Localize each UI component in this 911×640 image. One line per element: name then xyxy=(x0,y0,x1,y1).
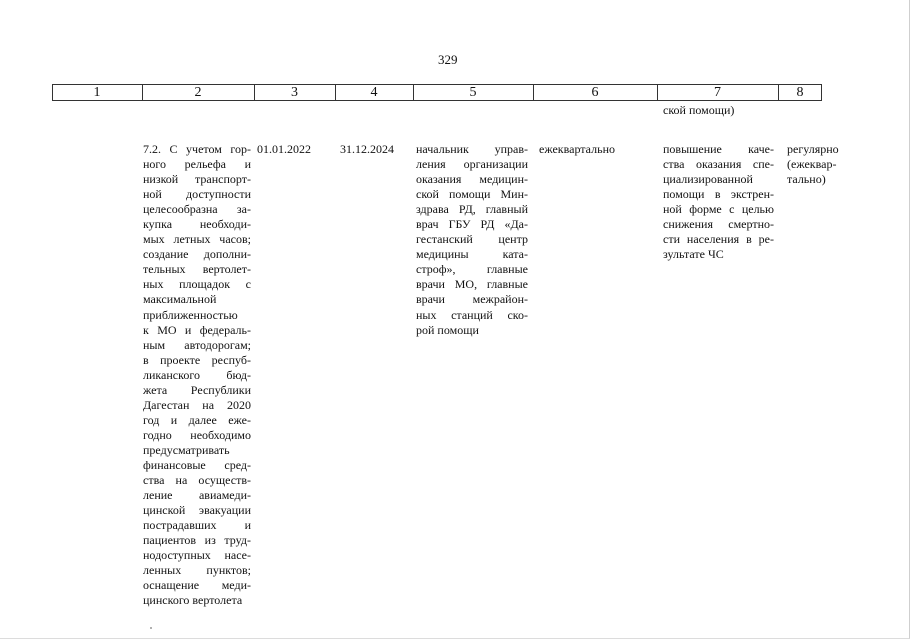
header-col-5: 5 xyxy=(469,85,477,100)
page-number: 329 xyxy=(438,52,458,67)
col5-line: врач ГБУ РД «Да- xyxy=(416,217,528,232)
header-col-6: 6 xyxy=(591,85,599,100)
header-col-1: 1 xyxy=(93,85,101,100)
col2-line: ление авиамеди- xyxy=(143,488,251,503)
col2-line: жета Республики xyxy=(143,382,251,397)
col5-line: начальник управ- xyxy=(416,142,528,156)
col2-line: ства на осуществ- xyxy=(143,473,251,488)
col2-line: год и далее еже- xyxy=(143,412,251,427)
col7-line: сти населения в ре- xyxy=(663,232,774,247)
col2-line: годно необходимо xyxy=(143,427,251,442)
col2-line: тельных вертолет- xyxy=(143,262,251,277)
col5-line: ления организации xyxy=(416,157,528,172)
col2-line: низкой транспорт- xyxy=(143,172,251,187)
reporting-frequency xyxy=(787,142,847,187)
col7-carry-over-text: ской помощи) xyxy=(663,103,735,117)
col7-line: циализированной xyxy=(663,172,753,187)
col2-line: в проекте респуб- xyxy=(143,352,251,367)
col2-line: 7.2. С учетом гор- xyxy=(143,142,251,156)
col8-line: регулярно xyxy=(787,142,839,156)
col2-line: приближенностью xyxy=(143,307,238,322)
col7-line: ства оказания спе- xyxy=(663,157,774,172)
col7-line: снижения смертно- xyxy=(663,217,774,232)
col5-line: оказания медицин- xyxy=(416,172,528,187)
col5-line: медицины ката- xyxy=(416,247,528,262)
col5-line: ской помощи Мин- xyxy=(416,187,528,202)
responsible-persons xyxy=(416,142,528,338)
col7-line: ной форме с целью xyxy=(663,202,774,217)
end-date: 31.12.2024 xyxy=(340,142,394,156)
col5-line: строф», главные xyxy=(416,262,528,277)
col5-line: врачи межрайон- xyxy=(416,292,528,307)
col2-line: пациентов из труд- xyxy=(143,533,251,548)
frequency: ежеквартально xyxy=(539,142,615,156)
col2-line: нодоступных насе- xyxy=(143,548,251,563)
col7-line: повышение каче- xyxy=(663,142,774,156)
col2-line: финансовые сред- xyxy=(143,457,251,472)
col2-line: Дагестан на 2020 xyxy=(143,397,251,412)
col5-line: ных станций ско- xyxy=(416,307,528,322)
col2-line: пострадавших и xyxy=(143,518,251,533)
col2-line: цинского вертолета xyxy=(143,593,243,608)
measure-description xyxy=(143,142,251,608)
col2-line: ным автодорогам; xyxy=(143,337,251,352)
start-date: 01.01.2022 xyxy=(257,142,311,156)
header-col-8: 8 xyxy=(796,85,804,100)
scan-speck xyxy=(150,627,152,629)
header-col-7: 7 xyxy=(714,85,721,100)
col2-line: ликанского бюд- xyxy=(143,367,251,382)
col5-line: гестанский центр xyxy=(416,232,528,247)
col7-line: зультате ЧС xyxy=(663,247,724,262)
col7-line: помощи в экстрен- xyxy=(663,187,774,202)
header-col-2: 2 xyxy=(194,85,202,100)
col2-line: целесообразна за- xyxy=(143,202,251,217)
expected-result xyxy=(663,142,774,262)
col2-line: создание дополни- xyxy=(143,247,251,262)
col2-line: ных площадок с xyxy=(143,277,251,292)
col2-line: оснащение меди- xyxy=(143,578,251,593)
col2-line: максимальной xyxy=(143,292,217,307)
col8-line: (ежеквар- xyxy=(787,157,837,172)
col5-line: врачи МО, главные xyxy=(416,277,528,292)
plan-table xyxy=(52,83,839,623)
col2-line: купка необходи- xyxy=(143,217,251,232)
col5-line: рой помощи xyxy=(416,322,479,337)
header-col-3: 3 xyxy=(291,85,298,100)
col2-line: ной доступности xyxy=(143,187,251,202)
col5-line: здрава РД, главный xyxy=(416,202,528,217)
col2-line: мых летных часов; xyxy=(143,232,251,247)
table-header-bottom-border xyxy=(52,100,822,101)
col8-line: тально) xyxy=(787,172,826,187)
col2-line: цинской эвакуации xyxy=(143,503,251,518)
col2-line: к МО и федераль- xyxy=(143,322,251,337)
col2-line: ленных пунктов; xyxy=(143,563,251,578)
col2-line: предусматривать xyxy=(143,442,230,457)
header-col-4: 4 xyxy=(370,85,378,100)
col2-line: ного рельефа и xyxy=(143,157,251,172)
